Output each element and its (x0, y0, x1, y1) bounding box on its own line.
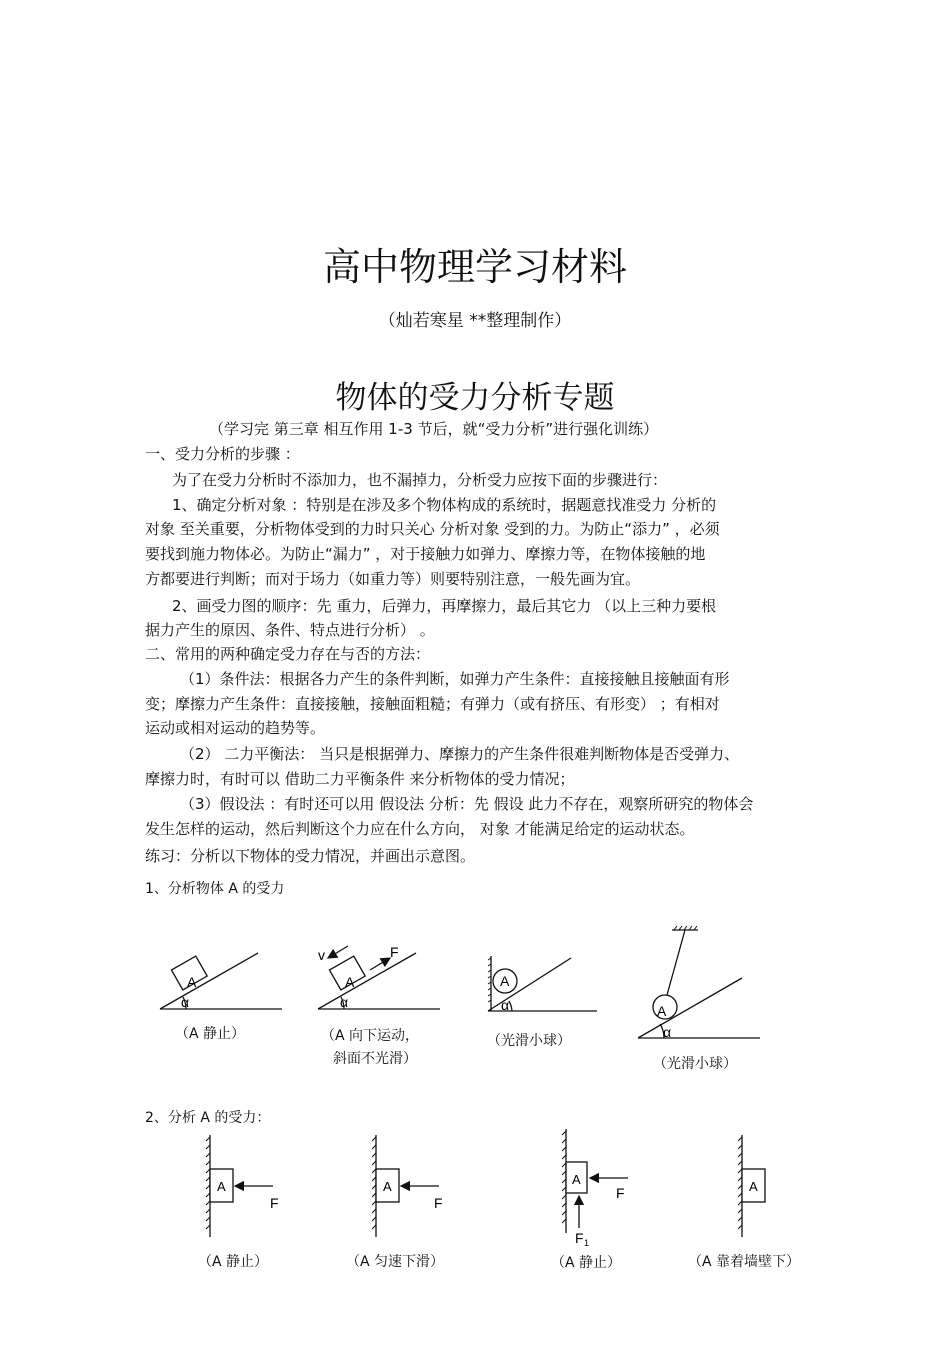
paragraph-line: 2、画受力图的顺序：先 重力，后弹力，再摩擦力，最后其它力 （以上三种力要根 (172, 597, 717, 615)
paragraph-line: 运动或相对运动的趋势等。 (145, 719, 326, 737)
label-F: F (390, 944, 399, 960)
question-1-heading: 1、分析物体 A 的受力 (145, 881, 285, 897)
figure-caption: 斜面不光滑） (333, 1051, 417, 1067)
section-1-heading: 一、受力分析的步骤 ： (145, 445, 300, 463)
topic-heading: 物体的受力分析专题 (335, 380, 615, 416)
figure-caption: （A 静止） (175, 1026, 246, 1042)
topic-note: （学习完 第三章 相互作用 1-3 节后，就“受力分析”进行强化训练） (209, 420, 659, 438)
figure-caption: （光滑小球） (487, 1033, 571, 1049)
figure-caption: （光滑小球） (653, 1056, 737, 1072)
label-A: A (572, 1172, 581, 1187)
label-v: v (318, 947, 325, 963)
label-A: A (217, 1179, 226, 1194)
figure-caption: （A 靠着墙壁下） (688, 1254, 801, 1270)
label-A: A (749, 1179, 758, 1194)
paragraph-line: （1）条件法：根据各力产生的条件判断，如弹力产生条件：直接接触且接触面有形 (180, 670, 730, 688)
figure-caption: （A 静止） (551, 1255, 622, 1271)
page-title: 高中物理学习材料 (322, 245, 627, 289)
paragraph-line: （3）假设法 ：有时还可以用 假设法 分析：先 假设 此力不存在，观察所研究的物体会 (180, 795, 754, 813)
label-alpha: α (663, 1024, 672, 1040)
label-A: A (345, 974, 355, 990)
label-A: A (187, 974, 197, 990)
label-F: F (270, 1195, 279, 1211)
label-F: F (434, 1195, 443, 1211)
paragraph-line: 发生怎样的运动，然后判断这个力应在什么方向， 对象 才能满足给定的运动状态。 (145, 820, 695, 838)
label-F1: F (575, 1230, 584, 1246)
incline-fig-1 (160, 953, 282, 1009)
label-A: A (657, 1003, 667, 1019)
label-alpha: α (340, 994, 349, 1010)
figure-caption: （A 向下运动， (321, 1028, 420, 1044)
paragraph-line: 变；摩擦力产生条件：直接接触，接触面粗糙；有弹力（或有挤压、有形变） ；有相对 (145, 695, 720, 713)
figure-caption: （A 匀速下滑） (346, 1254, 445, 1270)
label-F: F (616, 1185, 625, 1201)
figure-caption: （A 静止） (198, 1254, 269, 1270)
paragraph-line: 要找到施力物体必。为防止“漏力” ，对于接触力如弹力、摩擦力等，在物体接触的地 (145, 545, 706, 563)
page-subtitle: （灿若寒星 **整理制作） (378, 311, 572, 331)
exercise-intro: 练习：分析以下物体的受力情况，并画出示意图。 (145, 847, 476, 865)
incline-fig-2 (318, 946, 440, 1009)
question-2-heading: 2、分析 A 的受力： (145, 1110, 271, 1126)
label-A: A (500, 973, 510, 989)
paragraph-line: 1、确定分析对象 ：特别是在涉及多个物体构成的系统时，据题意找准受力 分析的 (172, 496, 717, 514)
section-2-heading: 二、常用的两种确定受力存在与否的方法： (145, 645, 431, 663)
label-alpha: α (181, 994, 190, 1010)
figure-row-1 (150, 920, 800, 1045)
paragraph-line: 据力产生的原因、条件、特点进行分析） 。 (145, 621, 435, 639)
figure-row-2 (190, 1125, 790, 1250)
label-alpha: α (501, 997, 510, 1013)
incline-fig-4 (638, 926, 760, 1038)
paragraph-line: 对象 至关重要，分析物体受到的力时只关心 分析对象 受到的力。为防止“添力” ，必须 (145, 520, 720, 538)
paragraph-line: 为了在受力分析时不添加力，也不漏掉力，分析受力应按下面的步骤进行： (172, 471, 668, 489)
paragraph-line: （2） 二力平衡法： 当只是根据弹力、摩擦力的产生条件很难判断物体是否受弹力、 (180, 745, 740, 763)
paragraph-line: 摩擦力时，有时可以 借助二力平衡条件 来分析物体的受力情况； (145, 770, 575, 788)
paragraph-line: 方都要进行判断；而对于场力（如重力等）则要特别注意，一般先画为宜。 (145, 570, 641, 588)
label-A: A (383, 1179, 392, 1194)
label-F1-subscript: 1 (584, 1238, 590, 1248)
